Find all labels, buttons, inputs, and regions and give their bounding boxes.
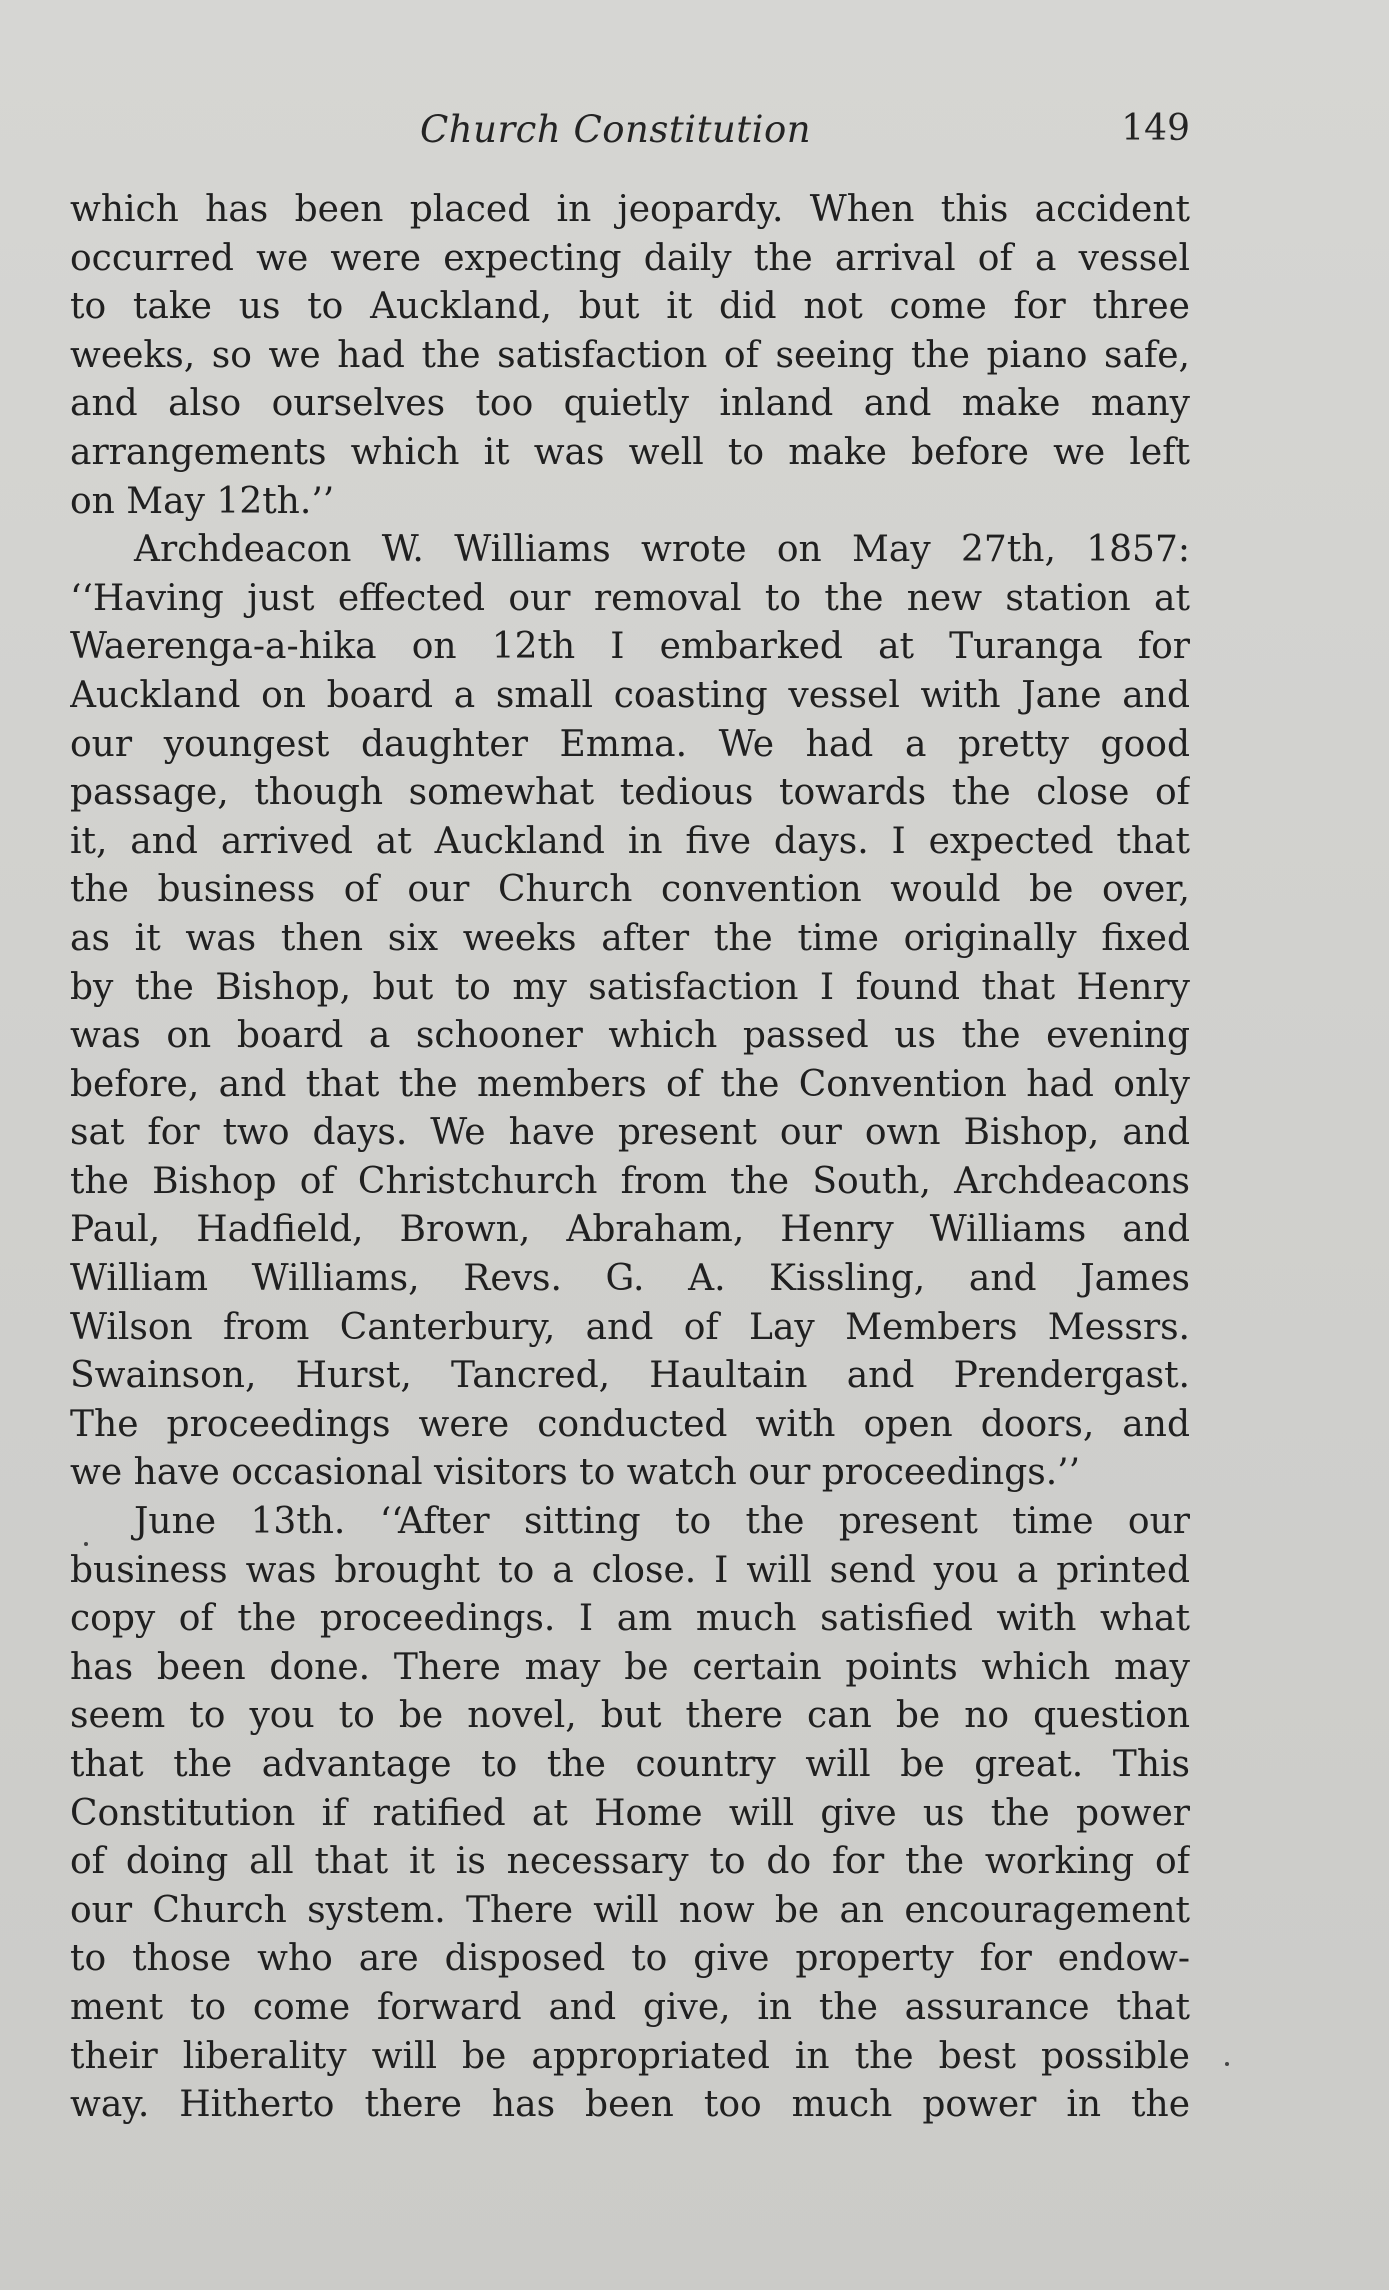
text-line: ‘‘Having just effected our removal to the new station at (70, 577, 1190, 619)
running-title: Church Constitution (420, 108, 812, 151)
text-line: business was brought to a close. I will send you a printed (70, 1549, 1190, 1591)
text-line: our Church system. There will now be an encouragement (70, 1889, 1190, 1931)
text-line: The proceedings were conducted with open doors, and (70, 1403, 1190, 1445)
text-line: Archdeacon W. Williams wrote on May 27th, 1857: (134, 529, 1190, 571)
text-line: copy of the proceedings. I am much satisfied with what (70, 1598, 1190, 1640)
text-line: Paul, Hadfield, Brown, Abraham, Henry Williams and (70, 1209, 1190, 1251)
text-line: we have occasional visitors to watch our proceedings.’’ (70, 1452, 1081, 1494)
text-line: Waerenga-a-hika on 12th I embarked at Turanga for (70, 626, 1190, 668)
text-line: was on board a schooner which passed us the evening (70, 1015, 1190, 1057)
text-line: to those who are disposed to give property for endow- (70, 1938, 1190, 1980)
text-line: Constitution if ratified at Home will give us the power (70, 1792, 1190, 1834)
text-line: arrangements which it was well to make before we left (70, 431, 1190, 473)
text-line: Wilson from Canterbury, and of Lay Members Messrs. (70, 1306, 1190, 1348)
text-line: occurred we were expecting daily the arrival of a vessel (70, 237, 1190, 279)
margin-speck (84, 1542, 88, 1546)
text-line: the business of our Church convention would be over, (70, 869, 1190, 911)
text-line: our youngest daughter Emma. We had a pretty good (70, 723, 1190, 765)
text-line: as it was then six weeks after the time originally fixed (70, 917, 1190, 959)
text-line: their liberality will be appropriated in the best possible (70, 2035, 1190, 2077)
text-line: the Bishop of Christchurch from the South, Archdeacons (70, 1160, 1190, 1202)
text-line: that the advantage to the country will be great. This (70, 1744, 1190, 1785)
page-number: 149 (1121, 108, 1190, 149)
text-line: seem to you to be novel, but there can be no question (70, 1695, 1190, 1737)
margin-speck (1225, 2062, 1229, 2066)
text-line: ment to come forward and give, in the assurance that (70, 1986, 1190, 2028)
text-line: Auckland on board a small coasting vessel with Jane and (70, 674, 1190, 716)
text-line: weeks, so we had the satisfaction of seeing the piano safe, (70, 334, 1190, 376)
body-text (70, 186, 1190, 2130)
text-line: William Williams, Revs. G. A. Kissling, and James (70, 1258, 1190, 1300)
text-line: and also ourselves too quietly inland and make many (70, 383, 1190, 425)
text-line: June 13th. ‘‘After sitting to the present time our (134, 1501, 1190, 1543)
text-line: of doing all that it is necessary to do for the working of (70, 1841, 1190, 1883)
text-line: to take us to Auckland, but it did not come for three (70, 286, 1190, 328)
text-line: before, and that the members of the Convention had only (70, 1063, 1190, 1105)
text-line: it, and arrived at Auckland in five days. I expected that (70, 820, 1190, 862)
text-line: which has been placed in jeopardy. When this accident (70, 189, 1190, 230)
running-head (70, 108, 1190, 158)
text-line: sat for two days. We have present our own Bishop, and (70, 1112, 1190, 1154)
text-line: has been done. There may be certain points which may (70, 1646, 1190, 1688)
text-line: way. Hitherto there has been too much power in the (70, 2084, 1190, 2126)
text-line: Swainson, Hurst, Tancred, Haultain and Prendergast. (70, 1355, 1190, 1397)
text-line: by the Bishop, but to my satisfaction I found that Henry (70, 966, 1190, 1008)
text-line: on May 12th.’’ (70, 480, 335, 522)
text-line: passage, though somewhat tedious towards the close of (70, 772, 1190, 814)
